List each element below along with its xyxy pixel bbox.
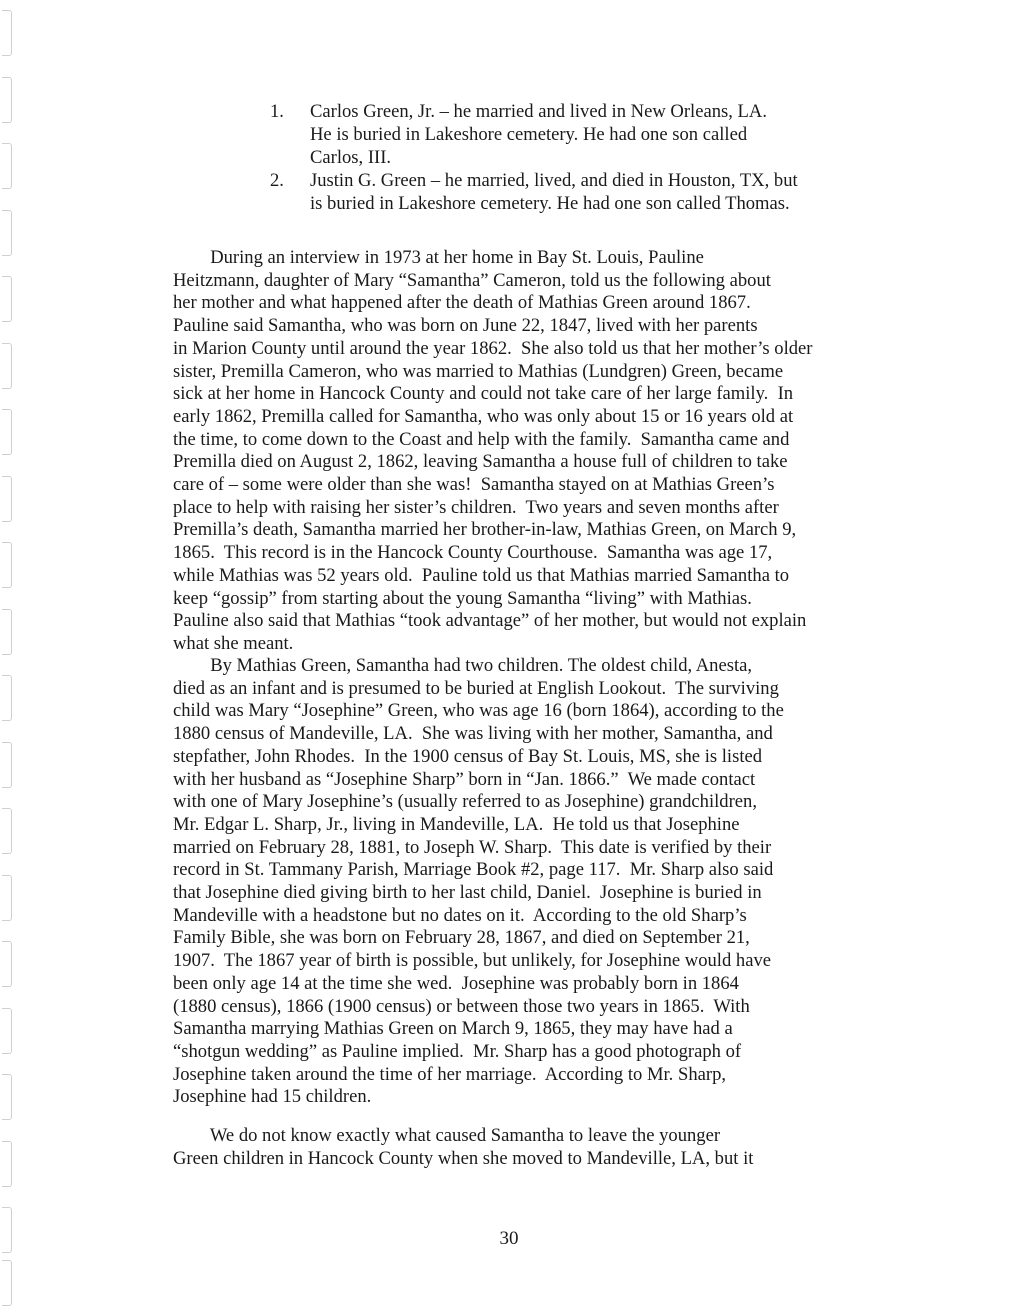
paragraph-line: “shotgun wedding” as Pauline implied. Mr. Sharp has a good photograph of [173,1040,742,1062]
paragraph-line: Josephine had 15 children. [173,1086,372,1108]
list-item-line: Justin G. Green – he married, lived, and died in Houston, TX, but [310,170,798,191]
paragraph-line: with her husband as “Josephine Sharp” born in “Jan. 1866.” We made contact [173,768,756,790]
list-item-number: 2. [270,170,284,191]
paragraph-line: married on February 28, 1881, to Joseph W. Sharp. This date is verified by their [173,836,772,858]
paragraph-line: Green children in Hancock County when she moved to Mandeville, LA, but it [173,1147,754,1169]
paragraph-line: keep “gossip” from starting about the young Samantha “living” with Mathias. [173,587,752,609]
paragraph-line: been only age 14 at the time she wed. Josephine was probably born in 1864 [173,972,739,994]
paragraph-line: During an interview in 1973 at her home in Bay St. Louis, Pauline [173,247,704,268]
binder-hole-mark [2,77,12,123]
paragraph-line: Premilla died on August 2, 1862, leaving Samantha a house full of children to take [173,451,788,473]
paragraph-line: Premilla’s death, Samantha married her brother-in-law, Mathias Green, on March 9, [173,519,797,541]
binder-hole-mark [2,143,12,189]
binder-hole-mark [2,675,12,721]
binder-hole-mark [2,609,12,655]
paragraph-line: place to help with raising her sister’s children. Two years and seven months after [173,496,779,518]
binder-hole-mark [2,808,12,854]
paragraph [173,1125,873,1170]
paragraph-line: Family Bible, she was born on February 28, 1867, and died on September 21, [173,927,750,949]
paragraph-line: 1880 census of Mandeville, LA. She was living with her mother, Samantha, and [173,723,773,745]
paragraph-line: Mr. Edgar L. Sharp, Jr., living in Mandeville, LA. He told us that Josephine [173,813,740,835]
binder-hole-mark [2,1141,12,1187]
paragraph-line: Mandeville with a headstone but no dates on it. According to the old Sharp’s [173,904,747,926]
list-item-line: is buried in Lakeshore cemetery. He had one son called Thomas. [310,193,790,214]
paragraph-line: (1880 census), 1866 (1900 census) or between those two years in 1865. With [173,995,750,1017]
list-item-line: Carlos Green, Jr. – he married and lived in New Orleans, LA. [310,101,767,122]
paragraph-line: what she meant. [173,632,294,654]
binder-hole-mark [2,276,12,322]
paragraph-line: care of – some were older than she was! Samantha stayed on at Mathias Green’s [173,474,775,496]
paragraph-line: sister, Premilla Cameron, who was married to Mathias (Lundgren) Green, became [173,360,784,382]
paragraph-line: Josephine taken around the time of her marriage. According to Mr. Sharp, [173,1063,727,1085]
binder-hole-mark [2,941,12,987]
binder-hole-mark [2,10,12,56]
list-item [270,100,870,169]
paragraph-line: Samantha marrying Mathias Green on March 9, 1865, they may have had a [173,1018,733,1040]
list-item [270,169,870,215]
binder-hole-mark [2,476,12,522]
paragraph-line: Pauline said Samantha, who was born on June 22, 1847, lived with her parents [173,315,758,337]
binder-hole-mark [2,742,12,788]
numbered-list [270,100,870,215]
paragraph-line: By Mathias Green, Samantha had two children. The oldest child, Anesta, [173,655,753,676]
binder-hole-mark [2,1008,12,1054]
binder-hole-mark [2,1074,12,1120]
paragraph-line: Heitzmann, daughter of Mary “Samantha” Cameron, told us the following about [173,269,771,291]
binder-hole-mark [2,542,12,588]
paragraph-line: the time, to come down to the Coast and help with the family. Samantha came and [173,428,790,450]
paragraph-line: stepfather, John Rhodes. In the 1900 census of Bay St. Louis, MS, she is listed [173,745,763,767]
paragraph-line: 1865. This record is in the Hancock County Courthouse. Samantha was age 17, [173,542,773,564]
page-number: 30 [499,1228,519,1249]
list-item-line: Carlos, III. [310,147,392,168]
list-item-line: He is buried in Lakeshore cemetery. He had one son called [310,124,748,145]
paragraph-line: in Marion County until around the year 1862. She also told us that her mother’s older [173,337,813,359]
paragraph-line: 1907. The 1867 year of birth is possible, but unlikely, for Josephine would have [173,950,772,972]
list-item-number: 1. [270,101,284,122]
binder-hole-mark [2,1260,12,1306]
paragraph-line: Pauline also said that Mathias “took advantage” of her mother, but would not explain [173,610,807,632]
binder-hole-mark [2,409,12,455]
paragraph-line: We do not know exactly what caused Samantha to leave the younger [173,1125,721,1146]
paragraph [173,655,873,1109]
paragraph-line: died as an infant and is presumed to be buried at English Lookout. The surviving [173,677,779,699]
paragraph-line: that Josephine died giving birth to her last child, Daniel. Josephine is buried in [173,882,762,904]
paragraph [173,247,873,656]
binder-hole-mark [2,210,12,256]
paragraph-line: sick at her home in Hancock County and could not take care of her large family. In [173,383,794,405]
paragraph-line: while Mathias was 52 years old. Pauline told us that Mathias married Samantha to [173,564,790,586]
binder-hole-mark [2,343,12,389]
paragraph-line: her mother and what happened after the death of Mathias Green around 1867. [173,292,751,314]
paragraph-line: child was Mary “Josephine” Green, who was age 16 (born 1864), according to the [173,700,784,722]
binder-hole-mark [2,875,12,921]
paragraph-line: with one of Mary Josephine’s (usually referred to as Josephine) grandchildren, [173,791,757,813]
paragraph-line: record in St. Tammany Parish, Marriage Book #2, page 117. Mr. Sharp also said [173,859,774,881]
paragraph-line: early 1862, Premilla called for Samantha, who was only about 15 or 16 years old at [173,405,794,427]
